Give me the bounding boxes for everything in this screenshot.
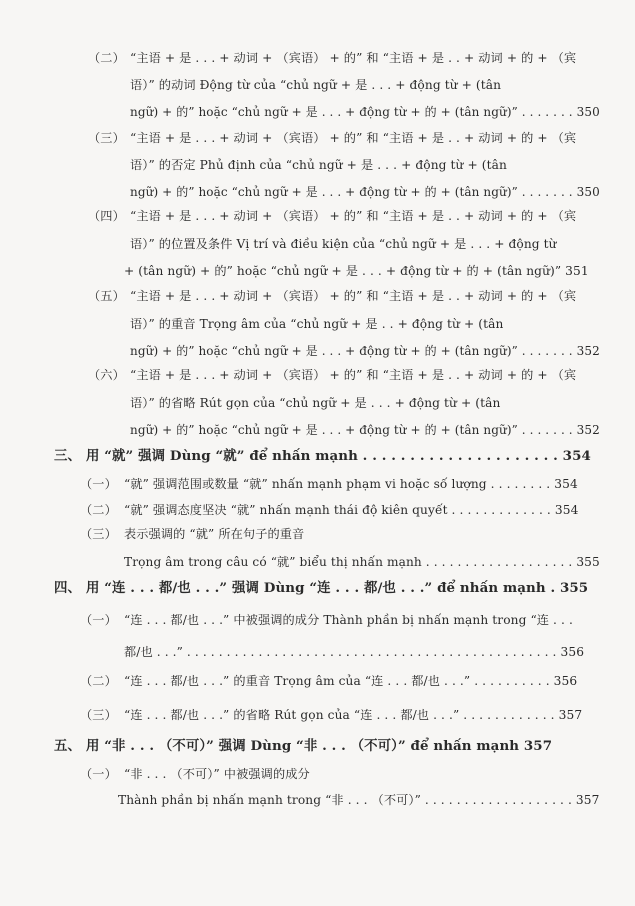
toc-entry-label: （一） xyxy=(80,613,117,627)
toc-entry-line: ngữ) + 的” hoặc “chủ ngữ + 是 . . . + động từ + 的 + (tân ngữ)” . . . . . . . 350 xyxy=(130,105,600,119)
toc-entry-line: “连 . . . 都/也 . . .” 的重音 Trọng âm của “连 . . . 都/也 . . .” . . . . . . . . . . 356 xyxy=(124,674,578,688)
toc-entry-line: ngữ) + 的” hoặc “chủ ngữ + 是 . . . + động từ + 的 + (tân ngữ)” . . . . . . . 350 xyxy=(130,185,600,199)
toc-entry-label: （二） xyxy=(88,51,125,65)
toc-section-label: 四、 xyxy=(54,580,81,596)
toc-entry-line: “主语 + 是 . . . + 动词 + （宾语） + 的” 和 “主语 + 是 . . + 动词 + 的 + （宾 xyxy=(130,131,577,145)
toc-entry-line: 语）” 的省略 Rút gọn của “chủ ngữ + 是 . . . + động từ + (tân xyxy=(130,396,501,410)
toc-entry-label: （二） xyxy=(80,503,117,517)
toc-entry-line: 都/也 . . .” . . . . . . . . . . . . . . . . . . . . . . . . . . . . . . . . . . . . . . . . . . . . . . . 356 xyxy=(124,645,585,659)
toc-entry-line: + (tân ngữ) + 的” hoặc “chủ ngữ + 是 . . . + động từ + 的 + (tân ngữ)” 351 xyxy=(124,264,589,278)
toc-entry-label: （一） xyxy=(80,767,117,781)
toc-section-line: 用 “就” 强调 Dùng “就” để nhấn mạnh . . . . . . . . . . . . . . . . . . . . . 354 xyxy=(86,448,591,464)
toc-entry-line: “非 . . . （不可）” 中被强调的成分 xyxy=(124,767,310,781)
toc-entry-line: Thành phần bị nhấn mạnh trong “非 . . . （不可）” . . . . . . . . . . . . . . . . . . . 357 xyxy=(118,793,600,807)
toc-entry-line: ngữ) + 的” hoặc “chủ ngữ + 是 . . . + động từ + 的 + (tân ngữ)” . . . . . . . 352 xyxy=(130,423,600,437)
toc-entry-line: “主语 + 是 . . . + 动词 + （宾语） + 的” 和 “主语 + 是 . . + 动词 + 的 + （宾 xyxy=(130,209,577,223)
toc-entry-line: “主语 + 是 . . . + 动词 + （宾语） + 的” 和 “主语 + 是 . . + 动词 + 的 + （宾 xyxy=(130,289,577,303)
toc-entry-line: 语）” 的重音 Trọng âm của “chủ ngữ + 是 . . + động từ + (tân xyxy=(130,317,504,331)
toc-entry-line: “就” 强调范围或数量 “就” nhấn mạnh phạm vi hoặc số lượng . . . . . . . . 354 xyxy=(124,477,578,491)
toc-entry-line: “主语 + 是 . . . + 动词 + （宾语） + 的” 和 “主语 + 是 . . + 动词 + 的 + （宾 xyxy=(130,51,577,65)
toc-entry-line: ngữ) + 的” hoặc “chủ ngữ + 是 . . . + động từ + 的 + (tân ngữ)” . . . . . . . 352 xyxy=(130,344,600,358)
toc-section-label: 三、 xyxy=(54,448,81,464)
toc-entry-label: （五） xyxy=(88,289,125,303)
toc-entry-line: Trọng âm trong câu có “就” biểu thị nhấn mạnh . . . . . . . . . . . . . . . . . . . 355 xyxy=(124,555,600,569)
toc-entry-line: 表示强调的 “就” 所在句子的重音 xyxy=(124,527,305,541)
toc-entry-label: （三） xyxy=(80,708,117,722)
toc-section-line: 用 “非 . . . （不可）” 强调 Dùng “非 . . . （不可）” để nhấn mạnh 357 xyxy=(86,738,553,754)
toc-entry-line: “连 . . . 都/也 . . .” 中被强调的成分 Thành phần bị nhấn mạnh trong “连 . . . xyxy=(124,613,573,627)
toc-entry-line: “主语 + 是 . . . + 动词 + （宾语） + 的” 和 “主语 + 是 . . + 动词 + 的 + （宾 xyxy=(130,368,577,382)
toc-entry-label: （二） xyxy=(80,674,117,688)
toc-entry-label: （三） xyxy=(88,131,125,145)
toc-entry-label: （四） xyxy=(88,209,125,223)
toc-section-label: 五、 xyxy=(54,738,81,754)
toc-entry-label: （六） xyxy=(88,368,125,382)
toc-entry-line: 语）” 的否定 Phủ định của “chủ ngữ + 是 . . . + động từ + (tân xyxy=(130,158,507,172)
toc-entry-line: 语）” 的位置及条件 Vị trí và điều kiện của “chủ ngữ + 是 . . . + động từ xyxy=(130,237,557,251)
toc-entry-line: “就” 强调态度坚决 “就” nhấn mạnh thái độ kiên quyết . . . . . . . . . . . . . 354 xyxy=(124,503,579,517)
toc-section-line: 用 “连 . . . 都/也 . . .” 强调 Dùng “连 . . . 都/也 . . .” để nhấn mạnh . 355 xyxy=(86,580,589,596)
toc-entry-line: 语）” 的动词 Động từ của “chủ ngữ + 是 . . . + động từ + (tân xyxy=(130,78,502,92)
toc-entry-label: （一） xyxy=(80,477,117,491)
toc-entry-label: （三） xyxy=(80,527,117,541)
toc-entry-line: “连 . . . 都/也 . . .” 的省略 Rút gọn của “连 . . . 都/也 . . .” . . . . . . . . . . . . 357 xyxy=(124,708,583,722)
